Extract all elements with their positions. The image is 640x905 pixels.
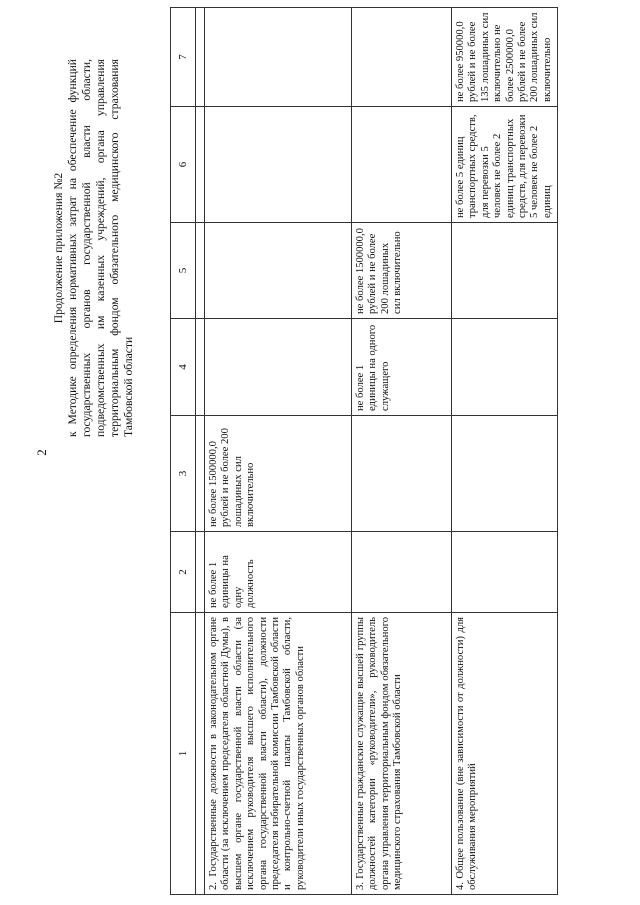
position-category-cell: 2. Государственные должности в законодательном органе области (за исключением председателя областной Думы), в высшем органе государственной власти области (за исключением руководителя высшего исполнительного органа государственной власти области), должности председателя избирательной комиссии Тамбовской области и контрольно-счетной палаты Тамбовской области, руководители иных государственных органов области — [205, 613, 352, 895]
column-number-row — [171, 8, 196, 895]
table-cell — [352, 532, 452, 613]
table-row — [205, 8, 352, 895]
table-cell — [205, 223, 352, 319]
table-cell: не более 1500000,0 рублей и не более 200 лошадиных сил включительно — [205, 416, 352, 532]
table-cell: не более 5 единиц транспортных средств, для перевозки 5 человек не более 2 единиц транспортных средств, для перевозки 5 человек не более 2 единиц — [452, 107, 558, 223]
table-cell — [352, 416, 452, 532]
spacer-row — [196, 8, 205, 895]
table-cell — [452, 416, 558, 532]
column-number: 2 — [171, 532, 196, 613]
table-row — [352, 8, 452, 895]
vehicle-norms-table — [170, 7, 558, 895]
table-cell — [196, 416, 205, 532]
column-number: 1 — [171, 613, 196, 895]
appendix-reference: к Методике определения нормативных затрат на обеспечение функций государственных органов государственной власти области, подведомственных им казенных учреждений, органа управления территориальным фондом обязательного медицинского страхования Тамбовской области — [66, 59, 135, 437]
table-cell — [205, 8, 352, 107]
table-cell — [205, 107, 352, 223]
appendix-title: Продолжение приложения №2 — [52, 172, 65, 324]
table-cell: не более 1 единицы на одну должность — [205, 532, 352, 613]
table-cell: не более 950000,0 рублей и не более 135 лошадиных сил включительно не более 2500000,0 рублей и не более 200 лошадиных сил включительно — [452, 8, 558, 107]
table-cell — [196, 613, 205, 895]
table-cell — [196, 223, 205, 319]
table-cell — [352, 107, 452, 223]
column-number: 7 — [171, 8, 196, 107]
table-cell: не более 1500000,0 рублей и не более 200 лошадиных сил включительно — [352, 223, 452, 319]
table-cell — [196, 107, 205, 223]
table-cell — [205, 319, 352, 416]
table-cell — [452, 319, 558, 416]
table-cell — [352, 8, 452, 107]
column-number: 4 — [171, 319, 196, 416]
table-cell: не более 1 единицы на одного служащего — [352, 319, 452, 416]
column-number: 3 — [171, 416, 196, 532]
table-cell — [196, 319, 205, 416]
table-cell — [196, 532, 205, 613]
table-cell — [452, 223, 558, 319]
column-number: 6 — [171, 107, 196, 223]
table-cell — [196, 8, 205, 107]
appendix-header — [52, 59, 136, 437]
table-row — [452, 8, 558, 895]
position-category-cell: 3. Государственные гражданские служащие высшей группы должностей категории «руководители», руководитель органа управления территориальным фондом обязательного медицинского страхования Тамбовской области — [352, 613, 452, 895]
column-number: 5 — [171, 223, 196, 319]
position-category-cell: 4. Общее пользование (вне зависимости от должности) для обслуживания мероприятий — [452, 613, 558, 895]
table-cell — [452, 532, 558, 613]
page-number: 2 — [34, 449, 49, 456]
